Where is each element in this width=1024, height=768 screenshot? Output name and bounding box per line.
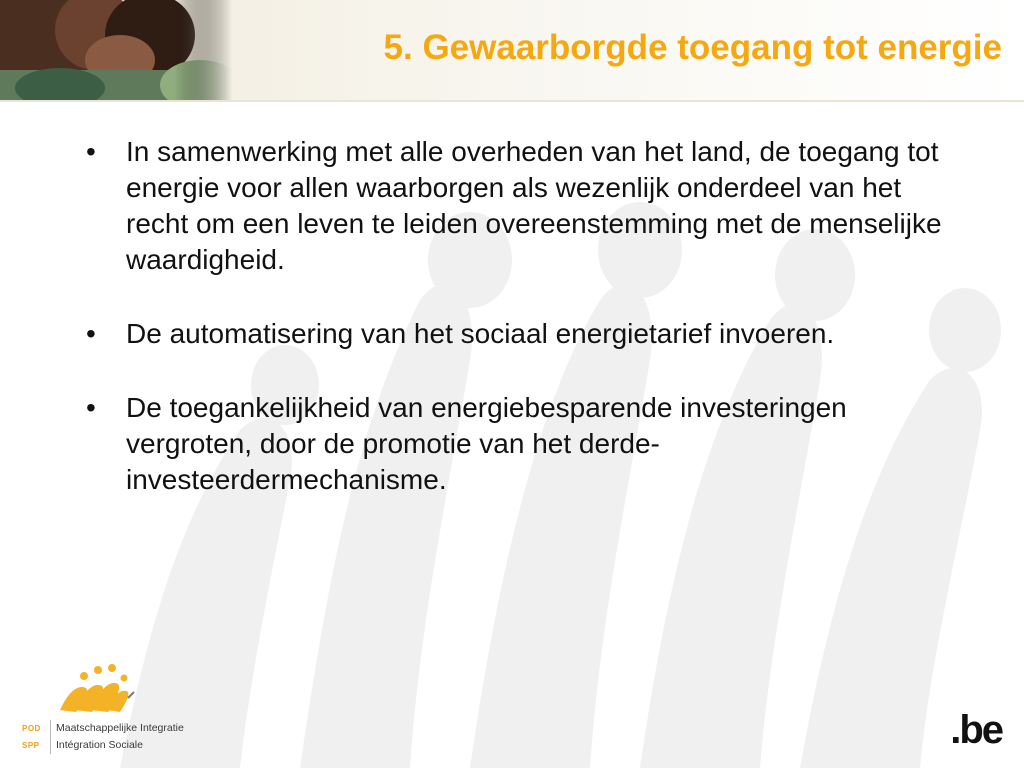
org-name-nl: Maatschappelijke Integratie bbox=[56, 722, 184, 734]
header-divider bbox=[0, 100, 1024, 102]
bullet-list bbox=[86, 134, 966, 536]
bullet-marker: • bbox=[86, 318, 96, 349]
bullet-item bbox=[86, 316, 966, 352]
be-logo: .be bbox=[950, 708, 1002, 752]
org-short-fr: SPP bbox=[22, 741, 40, 750]
slide-title: 5. Gewaarborgde toegang tot energie bbox=[383, 28, 1002, 67]
children-hugging-photo-icon bbox=[0, 0, 232, 102]
bullet-marker: • bbox=[86, 392, 96, 423]
bullet-item bbox=[86, 390, 966, 498]
bullet-text: In samenwerking met alle overheden van het land, de toegang tot energie voor allen waarborgen als wezenlijk onderdeel van het recht om een leven te leiden overeenstemming met de menselijke waardigheid. bbox=[126, 136, 942, 275]
org-name-fr: Intégration Sociale bbox=[56, 739, 143, 751]
org-short-nl: POD bbox=[22, 724, 41, 733]
org-divider bbox=[50, 720, 51, 754]
bullet-item bbox=[86, 134, 966, 278]
bullet-marker: • bbox=[86, 136, 96, 167]
bullet-text: De toegankelijkheid van energiebesparende investeringen vergroten, door de promotie van het derde-investeerdermechanisme. bbox=[126, 392, 847, 495]
bullet-text: De automatisering van het sociaal energietarief invoeren. bbox=[126, 318, 835, 349]
